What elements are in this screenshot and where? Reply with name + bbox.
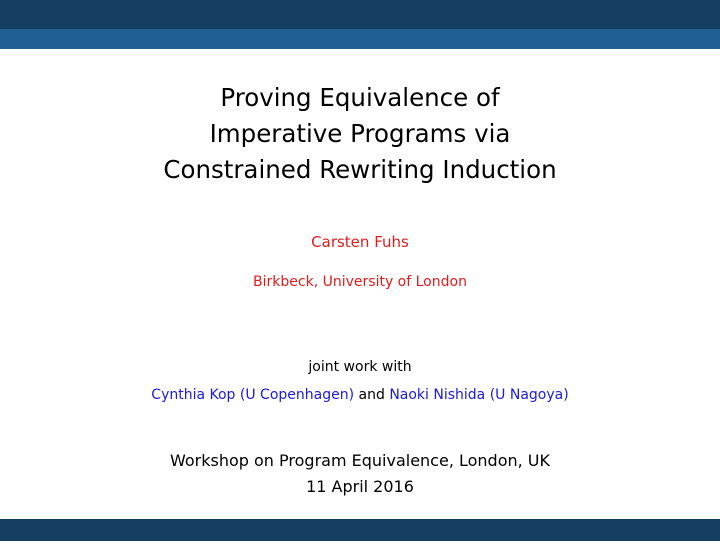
collaborator-kop: Cynthia Kop (U Copenhagen) — [151, 387, 355, 403]
title-line-2: Imperative Programs via — [209, 119, 511, 148]
author-affiliation: Birkbeck, University of London — [253, 274, 467, 290]
collaborator-nishida: Naoki Nishida (U Nagoya) — [389, 387, 569, 403]
header-band-dark — [0, 0, 720, 29]
collaborator-conjunction: and — [358, 387, 385, 403]
event-name: Workshop on Program Equivalence, London, UK — [169, 451, 551, 470]
footer-band — [0, 519, 720, 541]
event-date: 11 April 2016 — [306, 477, 414, 496]
joint-work-intro: joint work with — [308, 359, 412, 375]
collaborators-line — [0, 385, 720, 405]
slide-title — [0, 80, 720, 188]
author-name: Carsten Fuhs — [311, 233, 409, 251]
header-band-light — [0, 29, 720, 49]
title-line-3: Constrained Rewriting Induction — [163, 155, 557, 184]
title-line-1: Proving Equivalence of — [220, 83, 500, 112]
